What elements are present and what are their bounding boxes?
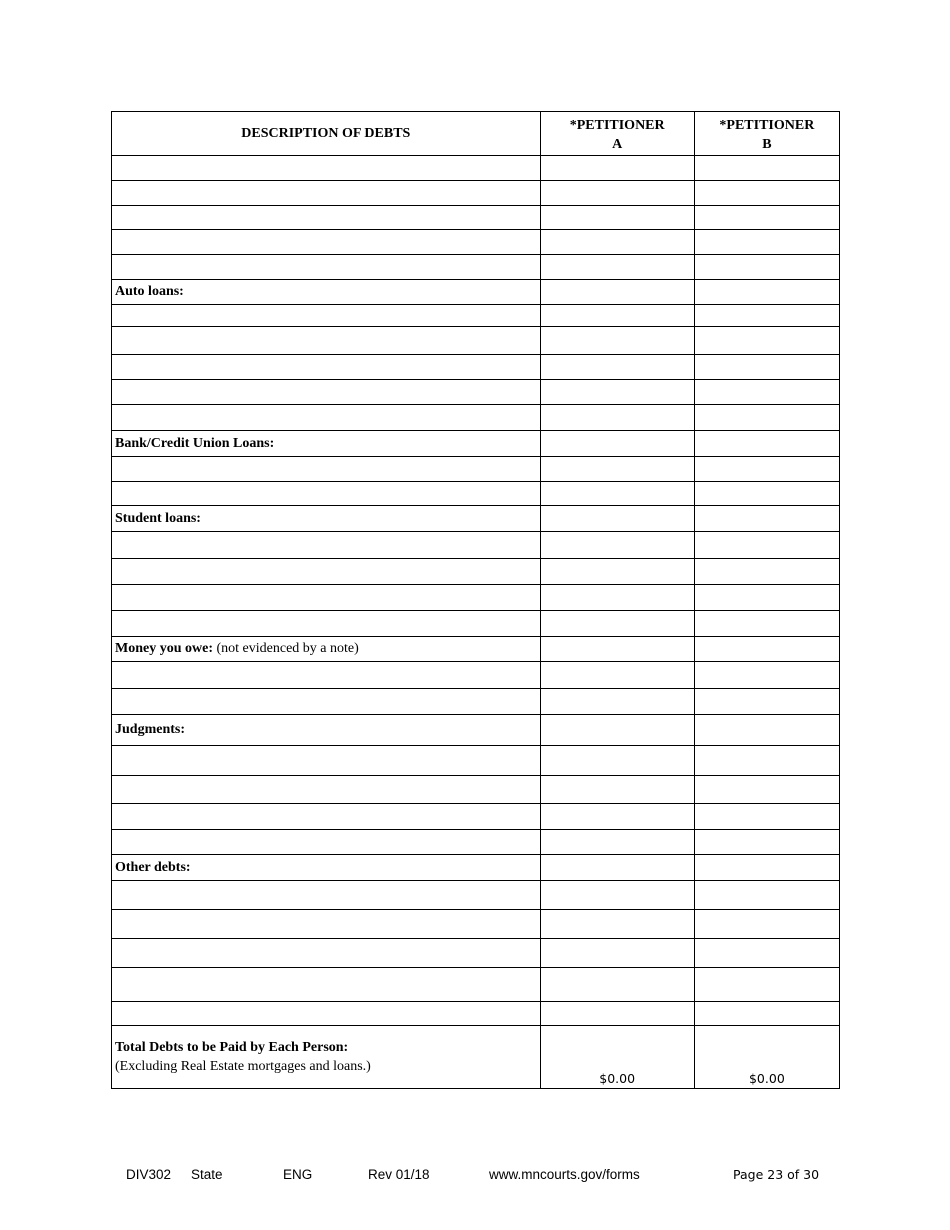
- petitioner-a-cell[interactable]: [540, 1002, 694, 1026]
- petitioner-a-cell[interactable]: [540, 715, 694, 746]
- debt-row[interactable]: [112, 830, 840, 855]
- section-row-auto-loans: [112, 280, 840, 305]
- petitioner-a-cell[interactable]: [540, 855, 694, 881]
- debt-row[interactable]: [112, 939, 840, 968]
- section-money-owed: [112, 637, 541, 662]
- debt-row[interactable]: [112, 156, 840, 181]
- debt-row[interactable]: [112, 380, 840, 405]
- petitioner-a-cell[interactable]: [540, 968, 694, 1002]
- section-row-money-owed: [112, 637, 840, 662]
- petitioner-a-cell[interactable]: [540, 255, 694, 280]
- debt-row[interactable]: [112, 776, 840, 804]
- debt-row[interactable]: [112, 910, 840, 939]
- debt-row[interactable]: [112, 746, 840, 776]
- section-note-money-owed: (not evidenced by a note): [216, 641, 359, 656]
- petitioner-a-cell[interactable]: [540, 482, 694, 506]
- petitioner-b-cell[interactable]: [694, 280, 839, 305]
- petitioner-b-cell[interactable]: [694, 855, 839, 881]
- petitioner-a-cell[interactable]: [540, 939, 694, 968]
- description-cell[interactable]: [112, 457, 541, 482]
- header-petitioner-a-line2: A: [612, 136, 623, 152]
- description-cell[interactable]: [112, 1002, 541, 1026]
- footer-jurisdiction: State: [191, 1167, 223, 1182]
- description-cell[interactable]: [112, 776, 541, 804]
- header-petitioner-a-line1: *PETITIONER: [569, 117, 665, 133]
- total-note: (Excluding Real Estate mortgages and loans.): [115, 1059, 371, 1074]
- petitioner-b-cell[interactable]: [694, 637, 839, 662]
- section-label-money-owed: Money you owe:: [115, 641, 213, 656]
- section-label-student-loans: Student loans:: [112, 506, 541, 532]
- footer-revision: Rev 01/18: [368, 1167, 430, 1182]
- section-label-judgments: Judgments:: [112, 715, 541, 746]
- petitioner-b-cell[interactable]: [694, 532, 839, 559]
- petitioner-b-cell[interactable]: [694, 689, 839, 715]
- header-petitioner-a: [540, 112, 694, 156]
- petitioner-b-cell[interactable]: [694, 255, 839, 280]
- debt-row[interactable]: [112, 585, 840, 611]
- description-cell[interactable]: [112, 355, 541, 380]
- petitioner-b-cell[interactable]: [694, 746, 839, 776]
- footer-form-id: DIV302: [126, 1167, 172, 1182]
- header-description: DESCRIPTION OF DEBTS: [112, 112, 541, 156]
- petitioner-a-cell[interactable]: [540, 431, 694, 457]
- description-cell[interactable]: [112, 968, 541, 1002]
- description-cell[interactable]: [112, 746, 541, 776]
- petitioner-b-cell[interactable]: [694, 662, 839, 689]
- debt-row[interactable]: [112, 457, 840, 482]
- description-cell[interactable]: [112, 662, 541, 689]
- petitioner-a-cell[interactable]: [540, 457, 694, 482]
- petitioner-a-cell[interactable]: [540, 506, 694, 532]
- debt-row[interactable]: [112, 327, 840, 355]
- petitioner-a-cell[interactable]: [540, 405, 694, 431]
- header-petitioner-b-line2: B: [762, 136, 772, 152]
- description-cell[interactable]: [112, 206, 541, 230]
- petitioner-b-cell[interactable]: [694, 804, 839, 830]
- total-description: [112, 1026, 541, 1089]
- petitioner-b-cell[interactable]: [694, 968, 839, 1002]
- debt-row[interactable]: [112, 968, 840, 1002]
- description-cell[interactable]: [112, 559, 541, 585]
- petitioner-b-cell[interactable]: [694, 910, 839, 939]
- debt-row[interactable]: [112, 804, 840, 830]
- petitioner-b-cell[interactable]: [694, 305, 839, 327]
- debt-row[interactable]: [112, 181, 840, 206]
- description-cell[interactable]: [112, 804, 541, 830]
- petitioner-a-cell[interactable]: [540, 910, 694, 939]
- description-cell[interactable]: [112, 532, 541, 559]
- description-cell[interactable]: [112, 482, 541, 506]
- description-cell[interactable]: [112, 689, 541, 715]
- petitioner-a-cell[interactable]: [540, 305, 694, 327]
- debt-row[interactable]: [112, 611, 840, 637]
- petitioner-b-cell[interactable]: [694, 559, 839, 585]
- debt-row[interactable]: [112, 230, 840, 255]
- petitioner-a-cell[interactable]: [540, 637, 694, 662]
- description-cell[interactable]: [112, 327, 541, 355]
- petitioner-a-cell[interactable]: [540, 156, 694, 181]
- petitioner-b-cell[interactable]: [694, 611, 839, 637]
- debt-row[interactable]: [112, 662, 840, 689]
- petitioner-b-cell[interactable]: [694, 585, 839, 611]
- description-cell[interactable]: [112, 611, 541, 637]
- petitioner-b-cell[interactable]: [694, 830, 839, 855]
- petitioner-b-cell[interactable]: [694, 1002, 839, 1026]
- petitioner-a-cell[interactable]: [540, 355, 694, 380]
- petitioner-a-cell[interactable]: [540, 689, 694, 715]
- section-label-other-debts: Other debts:: [112, 855, 541, 881]
- petitioner-b-cell[interactable]: [694, 380, 839, 405]
- petitioner-b-cell[interactable]: [694, 431, 839, 457]
- petitioner-a-cell[interactable]: [540, 230, 694, 255]
- description-cell[interactable]: [112, 305, 541, 327]
- petitioner-a-cell[interactable]: [540, 776, 694, 804]
- petitioner-a-cell[interactable]: [540, 662, 694, 689]
- description-cell[interactable]: [112, 405, 541, 431]
- debt-row[interactable]: [112, 255, 840, 280]
- debt-row[interactable]: [112, 206, 840, 230]
- debt-row[interactable]: [112, 689, 840, 715]
- debt-row[interactable]: [112, 305, 840, 327]
- petitioner-b-cell[interactable]: [694, 881, 839, 910]
- footer-page-number: Page 23 of 30: [733, 1167, 820, 1182]
- description-cell[interactable]: [112, 156, 541, 181]
- total-petitioner-b: $0.00: [694, 1026, 839, 1089]
- debt-row[interactable]: [112, 532, 840, 559]
- description-cell[interactable]: [112, 230, 541, 255]
- description-cell[interactable]: [112, 585, 541, 611]
- footer-language: ENG: [283, 1167, 313, 1182]
- section-label-auto-loans: Auto loans:: [112, 280, 541, 305]
- description-cell[interactable]: [112, 910, 541, 939]
- section-row-other-debts: [112, 855, 840, 881]
- debt-row[interactable]: [112, 881, 840, 910]
- petitioner-a-cell[interactable]: [540, 206, 694, 230]
- petitioner-b-cell[interactable]: [694, 715, 839, 746]
- petitioner-b-cell[interactable]: [694, 457, 839, 482]
- petitioner-a-cell[interactable]: [540, 181, 694, 206]
- section-row-student-loans: [112, 506, 840, 532]
- petitioner-a-cell[interactable]: [540, 830, 694, 855]
- total-petitioner-a: $0.00: [540, 1026, 694, 1089]
- petitioner-a-cell[interactable]: [540, 611, 694, 637]
- petitioner-a-cell[interactable]: [540, 380, 694, 405]
- section-row-judgments: [112, 715, 840, 746]
- petitioner-a-cell[interactable]: [540, 804, 694, 830]
- section-row-bank-loans: [112, 431, 840, 457]
- debt-row[interactable]: [112, 559, 840, 585]
- section-label-bank-loans: Bank/Credit Union Loans:: [112, 431, 541, 457]
- petitioner-a-cell[interactable]: [540, 585, 694, 611]
- petitioner-b-cell[interactable]: [694, 355, 839, 380]
- petitioner-a-cell[interactable]: [540, 746, 694, 776]
- petitioner-a-cell[interactable]: [540, 327, 694, 355]
- petitioner-b-cell[interactable]: [694, 506, 839, 532]
- debt-row[interactable]: [112, 482, 840, 506]
- description-cell[interactable]: [112, 181, 541, 206]
- footer-url[interactable]: www.mncourts.gov/forms: [489, 1167, 640, 1182]
- debts-table: [111, 111, 840, 1089]
- petitioner-b-cell[interactable]: [694, 776, 839, 804]
- petitioner-a-cell[interactable]: [540, 280, 694, 305]
- debt-row[interactable]: [112, 355, 840, 380]
- petitioner-b-cell[interactable]: [694, 327, 839, 355]
- petitioner-b-cell[interactable]: [694, 156, 839, 181]
- debt-row[interactable]: [112, 405, 840, 431]
- description-cell[interactable]: [112, 939, 541, 968]
- description-cell[interactable]: [112, 881, 541, 910]
- total-row: [112, 1026, 840, 1089]
- petitioner-b-cell[interactable]: [694, 181, 839, 206]
- description-cell[interactable]: [112, 830, 541, 855]
- header-row: [112, 112, 840, 156]
- petitioner-b-cell[interactable]: [694, 405, 839, 431]
- page-footer: [0, 1167, 950, 1187]
- header-petitioner-b: [694, 112, 839, 156]
- petitioner-b-cell[interactable]: [694, 482, 839, 506]
- petitioner-b-cell[interactable]: [694, 230, 839, 255]
- petitioner-b-cell[interactable]: [694, 939, 839, 968]
- description-cell[interactable]: [112, 255, 541, 280]
- petitioner-a-cell[interactable]: [540, 559, 694, 585]
- petitioner-a-cell[interactable]: [540, 881, 694, 910]
- petitioner-b-cell[interactable]: [694, 206, 839, 230]
- petitioner-a-cell[interactable]: [540, 532, 694, 559]
- total-label: Total Debts to be Paid by Each Person:: [115, 1040, 349, 1055]
- description-cell[interactable]: [112, 380, 541, 405]
- debt-row[interactable]: [112, 1002, 840, 1026]
- header-petitioner-b-line1: *PETITIONER: [719, 117, 815, 133]
